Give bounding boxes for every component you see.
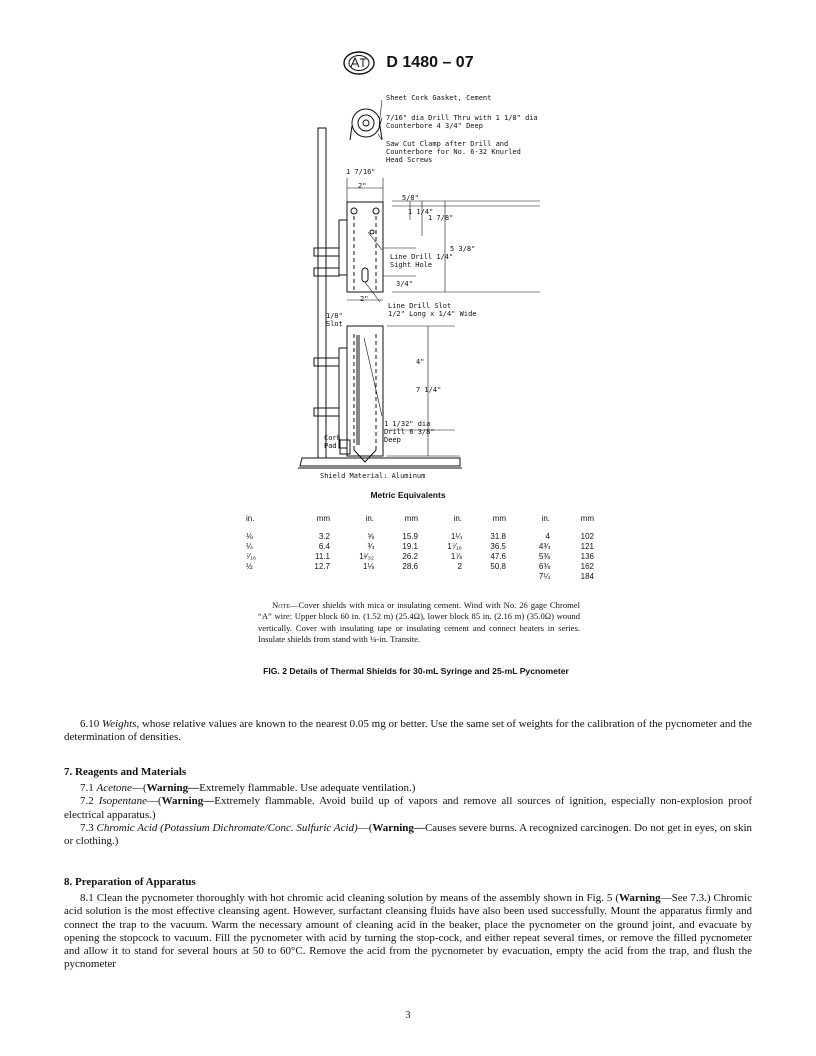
para-text: Extremely flammable. Avoid build up of vapors and remove all sources of ignition, especially non-explosion proof electrical apparatus.) — [64, 795, 752, 821]
table-cell: 3.2 — [318, 532, 330, 541]
section-heading: 8. Preparation of Apparatus — [64, 876, 196, 888]
para-number: 7.3 — [80, 821, 94, 834]
table-cell — [418, 572, 462, 582]
top-clamp-outer — [352, 109, 380, 137]
table-row — [236, 532, 594, 542]
para-7-3: 7.3 Chromic Acid (Potassium Dichromate/Conc. Sulfuric Acid)—(Warning—Causes severe burns. A recognized carcinogen. Do not get in eyes, on skin or clothing.) — [64, 821, 752, 848]
table-cell: 1⁷⁄₁₆ — [447, 542, 462, 551]
section-7 — [64, 766, 752, 848]
dim-4: 4" — [416, 358, 425, 366]
para-text: —See 7.3.) Chromic acid solution is the most effective cleansing agent. However, surfactant cleansing fluids have also been used successfully. Mount the apparatus firmly and connect the trap to the vacuum. Warm the necessary amount of cleaning acid in the beaker, place the pycnometer on the ground joint, and evacuate by opening the stopcock to vacuum. Fill the pycnometer with acid by turning the stop-cock, and either repeat several times, or remove the filled pycnometer and allow it to stand for several hours at 50 to 60°C. Remove the acid from the pycnometer by evacuation, empty the acid from the trap, and flush the pycnometer — [64, 892, 752, 971]
table-cell: 2 — [457, 562, 462, 571]
table-cell: 102 — [580, 532, 594, 541]
page-header — [0, 50, 816, 76]
top-clamp-bore — [363, 120, 369, 126]
section-6-10 — [64, 718, 752, 744]
table-cell: ⅛ — [246, 532, 253, 541]
term: Isopentane — [98, 795, 147, 808]
lower-block — [347, 326, 383, 456]
col-header: mm — [316, 514, 330, 523]
para-number: 6.10 — [80, 718, 100, 730]
table-cell: 121 — [580, 542, 594, 551]
section-8 — [64, 876, 752, 971]
label-line-drill-slot: Line Drill Slot 1/2" Long x 1/4" Wide — [388, 302, 477, 318]
thermal-shield-figure — [290, 90, 550, 485]
label-slot: 1/8" Slot — [326, 312, 343, 328]
table-cell: ¾ — [367, 542, 374, 551]
dim-3-4: 3/4" — [396, 280, 413, 288]
table-cell: 6.4 — [318, 542, 330, 551]
upper-clamp-plate — [339, 220, 347, 275]
para-number: 7.2 — [80, 795, 94, 808]
table-cell — [286, 572, 330, 582]
label-shield-material: Shield Material: Aluminum — [320, 472, 426, 480]
label-saw-cut: Saw Cut Clamp after Drill and Counterbore for No. 6-32 Knurled Head Screws — [386, 140, 521, 164]
label-cork-pad: Cork Pad — [324, 434, 341, 450]
dim-1-7-8: 1 7/8" — [428, 214, 454, 222]
col-header: mm — [580, 514, 594, 523]
dim-1-1-4: 1 1/4" — [408, 208, 434, 216]
lower-clamp-plate — [339, 348, 347, 448]
term: Chromic Acid (Potassium Dichromate/Conc. Sulfuric Acid) — [96, 821, 358, 834]
table-row — [236, 542, 594, 552]
col-header: in. — [365, 514, 374, 523]
page-number: 3 — [405, 1010, 411, 1021]
warning-label: Warning— — [372, 821, 425, 834]
table-cell: ¼ — [246, 542, 253, 551]
table-cell: ⅝ — [367, 532, 374, 541]
table-cell: 7¼ — [538, 572, 550, 581]
para-text: Extremely flammable. Use adequate ventilation.) — [199, 782, 416, 795]
table-cell — [236, 572, 286, 582]
table-cell: 162 — [580, 562, 594, 571]
dim-2-top: 2" — [358, 182, 367, 190]
term: Acetone — [96, 782, 132, 795]
clamp-legs — [350, 126, 382, 140]
table-cell — [374, 572, 418, 582]
dim-2-mid: 2" — [360, 295, 369, 303]
warning-label: Warning— — [161, 795, 215, 808]
table-cell — [330, 572, 374, 582]
table-cell: 50.8 — [490, 562, 506, 571]
table-row — [236, 552, 594, 562]
table-cell: 28.6 — [402, 562, 418, 571]
stand-base — [300, 458, 460, 466]
table-cell: 36.5 — [490, 542, 506, 551]
dim-1-7-16: 1 7/16" — [346, 168, 376, 176]
col-header: in. — [246, 514, 255, 523]
table-cell: 26.2 — [402, 552, 418, 561]
note-text: —Cover shields with mica or insulating cement. Wind with No. 26 gage Chromel “A” wire: Upper block 60 in. (1.52 m) (25.4Ω), lower block 85 in. (2.16 m) (35.0Ω) wound vertically. Cover with insulating tape or insulating cement and connect heaters in series. Insulate shields from stand with ¼-in. Transite. — [258, 600, 580, 645]
para-text: whose relative values are known to the nearest 0.05 mg or better. Use the same set of weights for the calibration of the pycnometer and the determination of densities. — [64, 718, 753, 744]
para-7-2: 7.2 Isopentane—(Warning—Extremely flammable. Avoid build up of vapors and remove all sources of ignition, especially non-explosion proof electrical apparatus.) — [64, 795, 752, 821]
col-header: mm — [492, 514, 506, 523]
cork-pad — [340, 440, 350, 454]
table-cell: ½ — [246, 562, 253, 571]
metric-equivalents-table — [236, 514, 594, 582]
table-cell: 1⅞ — [450, 552, 462, 561]
label-drill-thru: 7/16" dia Drill Thru with 1 1/8" dia Counterbore 4 3/4" Deep — [386, 114, 538, 130]
section-heading: 7. Reagents and Materials — [64, 766, 187, 778]
col-header: in. — [453, 514, 462, 523]
col-header: in. — [541, 514, 550, 523]
table-cell: 4 — [545, 532, 550, 541]
table-cell — [462, 572, 506, 582]
table-cell: 47.6 — [490, 552, 506, 561]
document-id: D 1480 – 07 — [386, 54, 474, 71]
note-label: Note — [272, 600, 290, 610]
para-7-1: 7.1 Acetone—(Warning—Extremely flammable. Use adequate ventilation.) — [80, 782, 416, 795]
para-text: Causes severe burns. A recognized carcinogen. Do not get in eyes, on skin or clothing.) — [64, 821, 752, 848]
table-cell: 12.7 — [314, 562, 330, 571]
table-cell: 5⅜ — [538, 552, 550, 561]
metric-equivalents-title: Metric Equivalents — [370, 490, 446, 500]
astm-logo-icon — [342, 50, 376, 76]
label-gasket: Sheet Cork Gasket, Cement — [386, 94, 492, 102]
dim-5-3-8: 5 3/8" — [450, 245, 476, 253]
label-drill-1-32: 1 1/32" dia Drill 6 3/8" Deep — [384, 420, 435, 444]
warning-label: Warning— — [146, 782, 200, 795]
table-cell: 19.1 — [402, 542, 418, 551]
table-row — [236, 572, 594, 582]
table-row — [236, 562, 594, 572]
para-8-1 — [64, 892, 752, 971]
upper-block — [347, 202, 383, 292]
para-number: 7.1 — [80, 782, 94, 795]
table-cell: 4¾ — [538, 542, 550, 551]
warning-label: Warning — [619, 892, 661, 905]
table-cell: 1¼ — [450, 532, 462, 541]
para-text: 8.1 Clean the pycnometer thoroughly with hot chromic acid cleaning solution by means of the assembly shown in Fig. 5 ( — [80, 892, 619, 905]
table-cell: 15.9 — [402, 532, 418, 541]
term: Weights, — [102, 718, 140, 730]
table-cell: 31.8 — [490, 532, 506, 541]
figure-caption: FIG. 2 Details of Thermal Shields for 30-mL Syringe and 25-mL Pycnometer — [263, 666, 569, 676]
table-cell: 11.1 — [315, 552, 330, 561]
col-header: mm — [404, 514, 418, 523]
table-cell: 136 — [580, 552, 594, 561]
table-cell: 1⅛ — [362, 562, 374, 571]
table-header-row — [236, 514, 594, 532]
dim-5-8: 5/8" — [402, 194, 419, 202]
table-cell: 184 — [580, 572, 594, 581]
top-clamp-inner — [358, 115, 374, 131]
table-cell: 1¹⁄₃₂ — [359, 552, 374, 561]
table-cell: 6⅜ — [538, 562, 550, 571]
dim-7-1-4: 7 1/4" — [416, 386, 442, 394]
label-sight-hole: Line Drill 1/4" Sight Hole — [390, 253, 454, 269]
table-cell: ⁷⁄₁₆ — [246, 552, 257, 561]
figure-note — [258, 600, 580, 646]
